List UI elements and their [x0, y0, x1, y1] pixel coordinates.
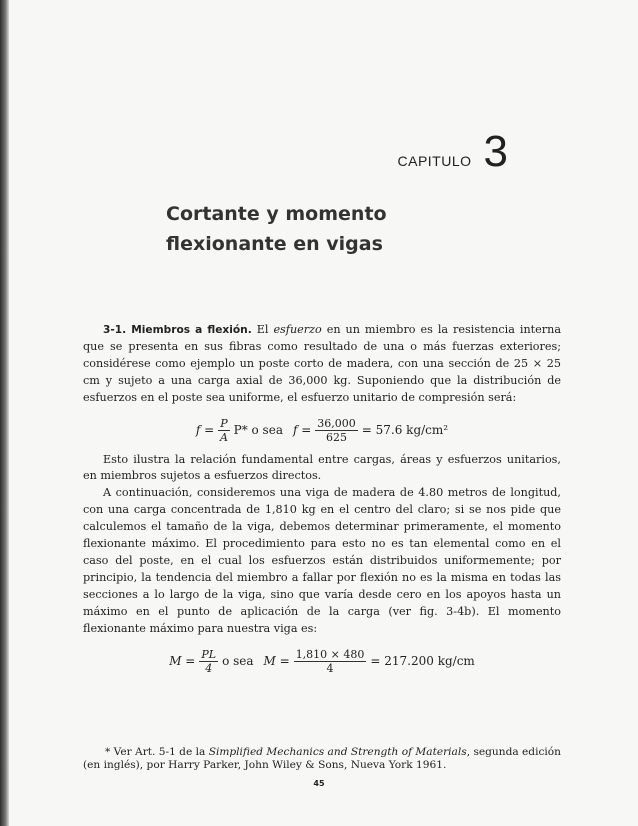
paragraph-1-emphasis: esfuerzo [273, 323, 322, 336]
chapter-title-line-2: flexionante en vigas [166, 233, 383, 255]
section-heading: 3-1. Miembros a flexión. [103, 324, 252, 336]
eq2-fraction-2-numerator: 1,810 × 480 [295, 647, 365, 661]
chapter-number: 3 [483, 127, 508, 176]
paragraph-1-rest: en un miembro es la resistencia interna que se presenta en sus fibras como resultado de una o más fuerzas exteriores; considérese como ejemplo un poste corto de madera, con una sección de 25 × 25 cm y sujeto a una carga axial de 36,000 kg. Suponiendo que la distribución de esfuerzos en el poste sea uniforme, el esfuerzo unitario de compresión será: [83, 323, 562, 404]
footnote [83, 746, 561, 772]
eq2-fraction-2-denominator: 4 [326, 661, 334, 675]
equation-stress [83, 417, 561, 444]
eq2-fraction-1-denominator: 4 [205, 661, 213, 675]
eq1-fraction-1-numerator: P [220, 416, 228, 430]
paragraph-3: A continuación, consideremos una viga de madera de 4.80 metros de longitud, con una carga concentrada de 1,810 kg en el centro del claro; si se nos pide que calculemos el tamaño de la viga, debemos determinar primeramente, el momento flexionante máximo. El procedimiento para esto no es tan elemental como en el caso del poste, en el cual los esfuerzos están distribuidos uniformemente; por principio, la tendencia del miembro a fallar por flexión no es la misma en todas las secciones a lo largo de la viga, sino que varía desde cero en los apoyos hasta un máximo en el punto de aplicación de la carga (ver fig. 3-4b). El momento flexionante máximo para nuestra viga es: [83, 486, 561, 635]
eq2-lhs: M = [169, 653, 196, 668]
eq2-result: = 217.200 kg/cm [370, 653, 475, 668]
footnote-start: * Ver Art. 5-1 de la [105, 746, 209, 758]
body-text [83, 322, 561, 683]
eq1-fraction-2-numerator: 36,000 [317, 416, 356, 430]
page-number: 45 [313, 779, 325, 788]
eq2-lhs-2: M = [263, 653, 290, 668]
eq1-lhs-2: f = [292, 422, 312, 437]
chapter-heading [397, 127, 509, 176]
eq1-result: = 57.6 kg/cm² [361, 422, 449, 437]
footnote-book-title: Simplified Mechanics and Strength of Materials [208, 746, 467, 758]
eq2-fraction-1 [199, 648, 218, 675]
eq2-middle: o sea [222, 653, 254, 668]
chapter-title [166, 199, 387, 259]
chapter-label: CAPITULO [397, 153, 472, 169]
paragraph-1 [83, 322, 561, 407]
eq2-fraction-2 [294, 648, 367, 675]
paragraph-2: Esto ilustra la relación fundamental entre cargas, áreas y esfuerzos unitarios, en miembros sujetos a esfuerzos directos. [83, 452, 561, 483]
eq1-middle: P* o sea [233, 422, 283, 437]
eq1-fraction-1-denominator: A [219, 430, 228, 444]
scan-edge-shadow [0, 0, 9, 826]
eq1-fraction-2 [315, 417, 358, 444]
chapter-title-line-1: Cortante y momento [166, 203, 387, 225]
eq1-lhs: f = [195, 422, 215, 437]
equation-moment [83, 648, 561, 675]
eq1-fraction-1 [218, 417, 229, 444]
eq2-fraction-1-numerator: PL [201, 647, 217, 661]
footnote-rest: , segunda edición (en inglés), por Harry Parker, John Wiley & Sons, Nueva York 1961. [83, 746, 561, 771]
paragraph-1-start: El [251, 323, 274, 336]
eq1-fraction-2-denominator: 625 [326, 430, 348, 444]
